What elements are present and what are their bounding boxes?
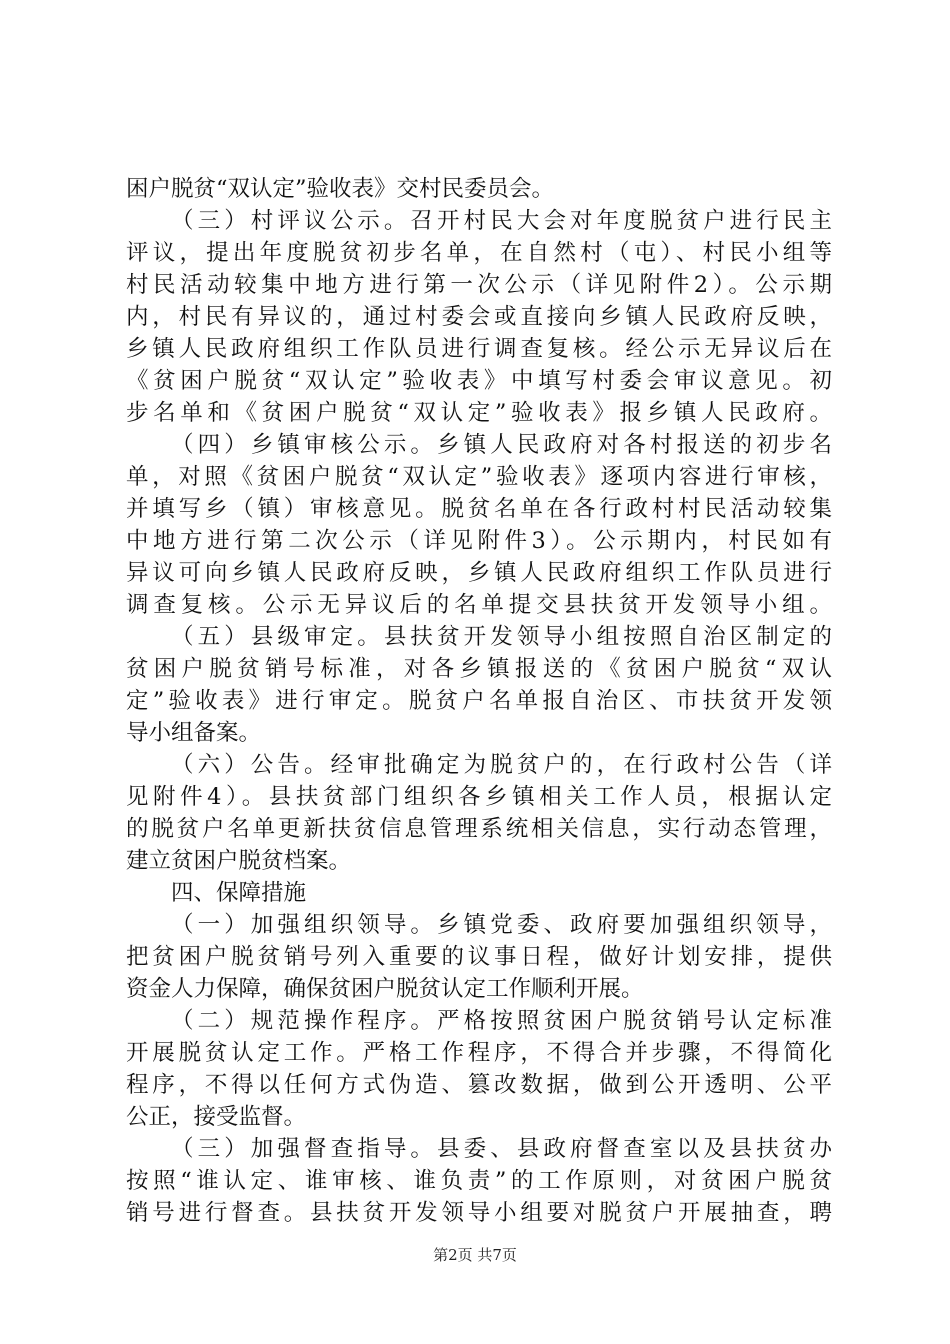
text-line: （四）乡镇审核公示。乡镇人民政府对各村报送的初步名 xyxy=(171,432,832,458)
text-line: （三）村评议公示。召开村民大会对年度脱贫户进行民主 xyxy=(171,208,832,234)
text-line: （三）加强督查指导。县委、县政府督查室以及县扶贫办 xyxy=(171,1136,832,1162)
text-line: （一）加强组织领导。乡镇党委、政府要加强组织领导， xyxy=(171,912,832,938)
document-body xyxy=(126,173,832,1229)
text-line: 评议，提出年度脱贫初步名单，在自然村（屯）、村民小组等 xyxy=(126,240,832,266)
text-line: 调查复核。公示无异议后的名单提交县扶贫开发领导小组。 xyxy=(126,592,832,618)
text-line: 中地方进行第二次公示（详见附件3）。公示期内，村民如有 xyxy=(126,528,832,554)
text-line: 开展脱贫认定工作。严格工作程序，不得合并步骤，不得简化 xyxy=(126,1040,832,1066)
text-line: 销号进行督查。县扶贫开发领导小组要对脱贫户开展抽查，聘 xyxy=(126,1200,832,1226)
text-line: 定”验收表》进行审定。脱贫户名单报自治区、市扶贫开发领 xyxy=(126,688,832,714)
text-line: 的脱贫户名单更新扶贫信息管理系统相关信息，实行动态管理， xyxy=(126,816,832,842)
text-line: 步名单和《贫困户脱贫“双认定”验收表》报乡镇人民政府。 xyxy=(126,400,832,426)
text-line: （二）规范操作程序。严格按照贫困户脱贫销号认定标准 xyxy=(171,1008,832,1034)
text-line: 《贫困户脱贫“双认定”验收表》中填写村委会审议意见。初 xyxy=(126,368,832,394)
text-line: 资金人力保障，确保贫困户脱贫认定工作顺利开展。 xyxy=(126,976,644,1002)
text-line: 内，村民有异议的，通过村委会或直接向乡镇人民政府反映， xyxy=(126,304,832,330)
text-line: （五）县级审定。县扶贫开发领导小组按照自治区制定的 xyxy=(171,624,832,650)
text-line: 单，对照《贫困户脱贫“双认定”验收表》逐项内容进行审核， xyxy=(126,464,832,490)
section-heading: 四、保障措施 xyxy=(171,880,307,906)
text-line: 按照“谁认定、谁审核、谁负责”的工作原则，对贫困户脱贫 xyxy=(126,1168,832,1194)
text-line: 公正，接受监督。 xyxy=(126,1104,307,1130)
text-line: （六）公告。经审批确定为脱贫户的，在行政村公告（详 xyxy=(171,752,832,778)
text-line: 程序，不得以任何方式伪造、篡改数据，做到公开透明、公平 xyxy=(126,1072,832,1098)
text-line: 贫困户脱贫销号标准，对各乡镇报送的《贫困户脱贫“双认 xyxy=(126,656,832,682)
page-number-footer: 第2页 共7页 xyxy=(433,1246,517,1264)
text-line: 建立贫困户脱贫档案。 xyxy=(126,848,352,874)
text-line: 乡镇人民政府组织工作队员进行调查复核。经公示无异议后在 xyxy=(126,336,832,362)
text-line: 困户脱贫“双认定”验收表》交村民委员会。 xyxy=(126,176,555,202)
text-line: 导小组备案。 xyxy=(126,720,262,746)
text-line: 见附件4）。县扶贫部门组织各乡镇相关工作人员，根据认定 xyxy=(126,784,832,810)
text-line: 异议可向乡镇人民政府反映，乡镇人民政府组织工作队员进行 xyxy=(126,560,832,586)
text-line: 并填写乡（镇）审核意见。脱贫名单在各行政村村民活动较集 xyxy=(126,496,832,522)
text-line: 村民活动较集中地方进行第一次公示（详见附件2）。公示期 xyxy=(126,272,832,298)
text-line: 把贫困户脱贫销号列入重要的议事日程，做好计划安排，提供 xyxy=(126,944,832,970)
